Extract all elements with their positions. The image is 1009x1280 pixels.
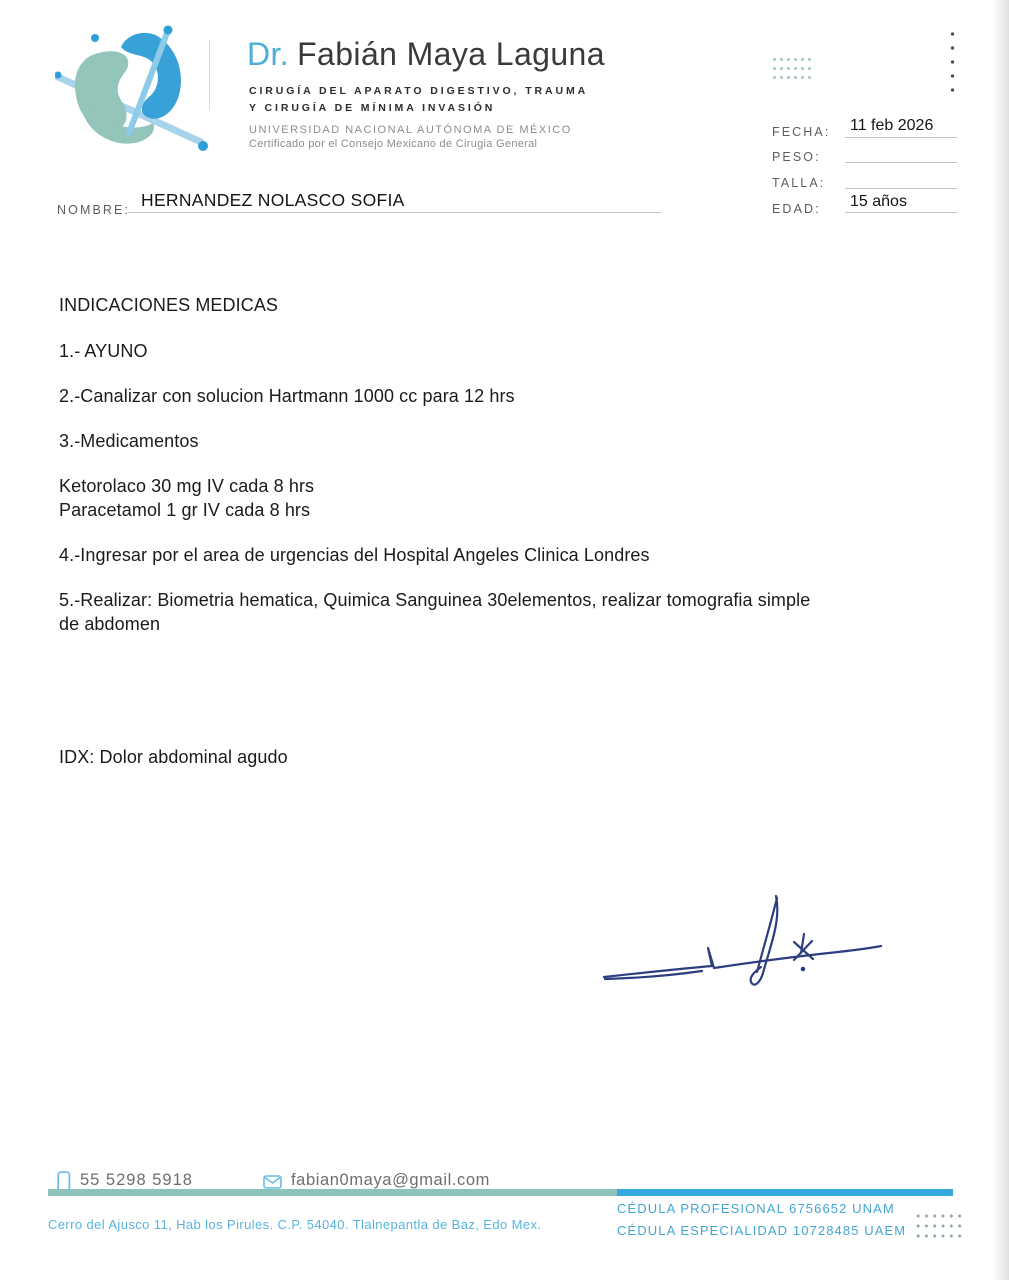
page-edge-shadow — [993, 0, 1009, 1280]
indication-item-5-line-1: 5.-Realizar: Biometria hematica, Quimica Sanguinea 30elementos, realizar tomografia simple — [59, 590, 811, 610]
indication-item-5-line-2: de abdomen — [59, 614, 161, 634]
phone-number: 55 5298 5918 — [80, 1171, 193, 1189]
edad-value: 15 años — [850, 193, 907, 210]
doctor-name: Fabián Maya Laguna — [297, 36, 605, 72]
header-divider — [209, 40, 210, 110]
edad-line — [845, 212, 957, 213]
fecha-line — [845, 137, 957, 138]
nombre-line — [128, 212, 661, 213]
specialty-line-2: Y CIRUGÍA DE MÍNIMA INVASIÓN — [249, 102, 496, 114]
indication-item-3: 3.-Medicamentos — [59, 431, 199, 451]
indications-title: INDICACIONES MEDICAS — [59, 295, 279, 315]
indication-item-2: 2.-Canalizar con solucion Hartmann 1000 cc para 12 hrs — [59, 386, 515, 406]
talla-line — [845, 188, 957, 189]
nombre-value: HERNANDEZ NOLASCO SOFIA — [141, 190, 405, 210]
doctor-prefix: Dr. — [247, 36, 290, 72]
specialty-line-1: CIRUGÍA DEL APARATO DIGESTIVO, TRAUMA — [249, 85, 589, 97]
peso-label: PESO: — [772, 150, 821, 164]
fecha-value: 11 feb 2026 — [850, 117, 934, 134]
doctor-name-title — [247, 36, 605, 73]
decorative-dot-column-icon — [950, 27, 955, 95]
envelope-icon — [263, 1175, 282, 1189]
cedula-profesional: CÉDULA PROFESIONAL 6756652 UNAM — [617, 1201, 895, 1216]
medication-line-2: Paracetamol 1 gr IV cada 8 hrs — [59, 500, 311, 520]
diagnosis-line: IDX: Dolor abdominal agudo — [59, 747, 288, 767]
decorative-dot-grid-icon — [771, 55, 813, 81]
decorative-dot-grid-footer-icon — [914, 1211, 964, 1239]
fecha-label: FECHA: — [772, 125, 831, 139]
edad-label: EDAD: — [772, 202, 821, 216]
peso-line — [845, 162, 957, 163]
footer-bar-teal — [48, 1189, 617, 1196]
university-line: UNIVERSIDAD NACIONAL AUTÓNOMA DE MÉXICO — [249, 124, 572, 136]
certification-line: Certificado por el Consejo Mexicano de Cirugia General — [249, 138, 538, 150]
email-address: fabian0maya@gmail.com — [291, 1171, 491, 1189]
nombre-label: NOMBRE: — [57, 203, 131, 217]
cedula-especialidad: CÉDULA ESPECIALIDAD 10728485 UAEM — [617, 1223, 907, 1238]
medication-line-1: Ketorolaco 30 mg IV cada 8 hrs — [59, 476, 315, 496]
stomach-laparoscopy-logo-icon — [55, 25, 213, 165]
footer-bar-blue — [617, 1189, 953, 1196]
handwritten-signature-icon — [590, 884, 885, 992]
office-address: Cerro del Ajusco 11, Hab los Pirules. C.P. 54040. Tlalnepantla de Baz, Edo Mex. — [48, 1217, 542, 1232]
indication-item-4: 4.-Ingresar por el area de urgencias del Hospital Angeles Clinica Londres — [59, 545, 650, 565]
talla-label: TALLA: — [772, 176, 826, 190]
indication-item-1: 1.- AYUNO — [59, 341, 148, 361]
